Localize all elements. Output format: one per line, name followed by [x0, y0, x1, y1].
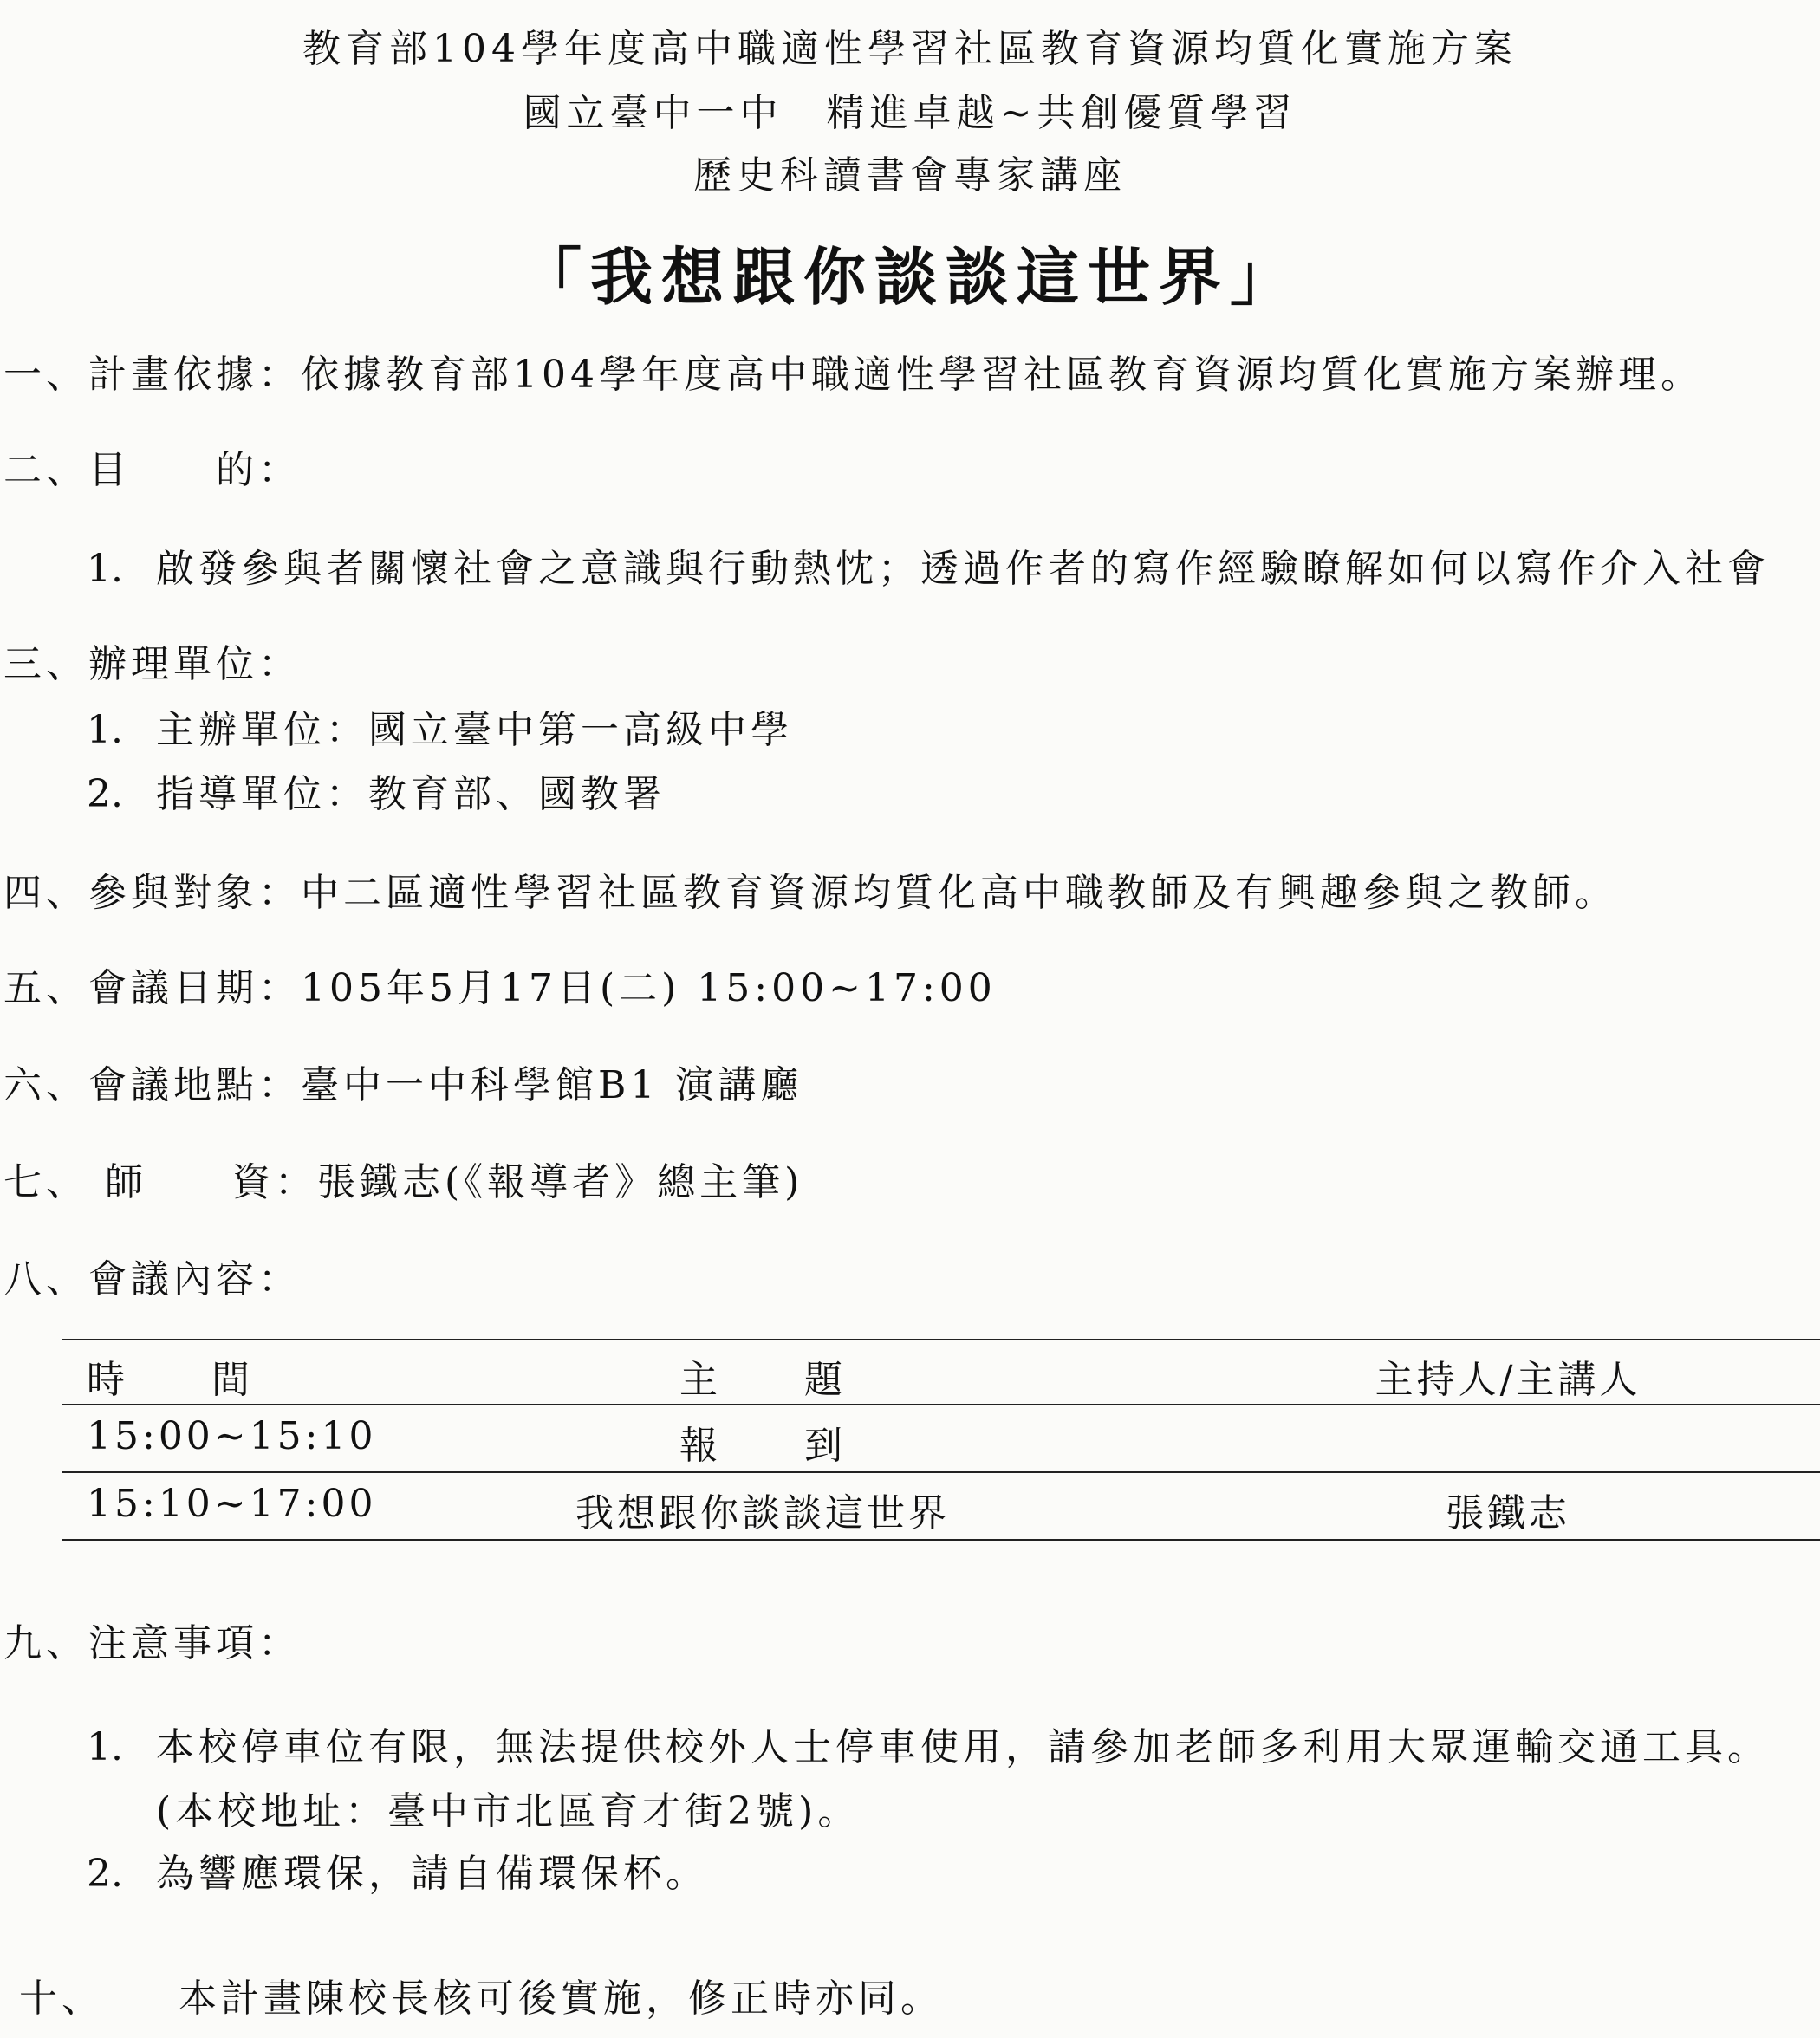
table-header-time: 時 間 [87, 1358, 253, 1402]
section-2-label: 二、目 的： [3, 448, 301, 492]
list-number: 1. [87, 1725, 123, 1769]
section-5-label: 五、會議日期： [3, 966, 301, 1010]
section-6-label: 六、會議地點： [3, 1063, 301, 1107]
table-rule-top [62, 1339, 1820, 1340]
list-text: (本校地址：臺中市北區育才街2號)。 [156, 1789, 861, 1834]
list-number: 1. [87, 708, 123, 752]
section-9-label: 九、注意事項： [3, 1621, 301, 1665]
section-6 [3, 1054, 803, 1109]
table-cell-host: 張鐵志 [1446, 1491, 1570, 1535]
table-rule-bottom [62, 1539, 1820, 1541]
section-5 [3, 957, 997, 1012]
section-1-label: 一、計畫依據： [3, 353, 301, 397]
section-2-item-1 [87, 537, 1770, 593]
list-number: 2. [87, 1852, 123, 1896]
section-4-label: 四、參與對象： [3, 871, 301, 915]
table-rule-row [62, 1471, 1820, 1473]
header-line-2: 國立臺中一中 精進卓越~共創優質學習 [523, 91, 1297, 135]
section-4-text: 中二區適性學習社區教育資源均質化高中職教師及有興趣參與之教師。 [301, 871, 1617, 915]
table-cell-time: 15:00~15:10 [87, 1414, 377, 1458]
list-text: 指導單位：教育部、國教署 [156, 772, 666, 816]
table-rule-header [62, 1404, 1820, 1405]
header-line-3: 歷史科讀書會專家講座 [693, 153, 1127, 198]
list-number: 1. [87, 547, 123, 591]
section-3-label: 三、辦理單位： [3, 642, 301, 686]
table-header-host: 主持人/主講人 [1375, 1358, 1641, 1402]
section-7-label: 七、 師 資： [3, 1160, 317, 1204]
list-text: 啟發參與者關懷社會之意識與行動熱忱；透過作者的寫作經驗瞭解如何以寫作介入社會 [156, 547, 1770, 591]
section-7-text: 張鐵志(《報導者》總主筆) [317, 1160, 804, 1204]
section-9-item-1 [87, 1716, 1770, 1771]
list-text: 為響應環保，請自備環保杯。 [156, 1852, 708, 1896]
list-number: 2. [87, 772, 123, 816]
section-4 [3, 861, 1617, 917]
section-9-item-2 [87, 1842, 708, 1898]
section-1-text: 依據教育部104學年度高中職適性學習社區教育資源均質化實施方案辦理。 [301, 353, 1703, 397]
table-cell-topic: 我想跟你談談這世界 [575, 1491, 950, 1535]
table-header-topic: 主 題 [679, 1358, 846, 1402]
section-9-item-1-continued [87, 1780, 860, 1835]
table-cell-time: 15:10~17:00 [87, 1482, 377, 1526]
section-3-item-2 [87, 763, 666, 818]
list-text: 主辦單位：國立臺中第一高級中學 [156, 708, 793, 752]
list-text: 本校停車位有限，無法提供校外人士停車使用，請參加老師多利用大眾運輸交通工具。 [156, 1725, 1770, 1769]
section-10-text: 本計畫陳校長核可後實施，修正時亦同。 [179, 1976, 943, 2021]
section-7 [3, 1151, 803, 1206]
header-line-1: 教育部104學年度高中職適性學習社區教育資源均質化實施方案 [302, 27, 1518, 71]
table-cell-topic: 報 到 [679, 1424, 846, 1468]
section-3-item-1 [87, 698, 793, 754]
section-10-label: 十、 [19, 1976, 104, 2021]
document-title: 「我想跟你談談這世界」 [518, 240, 1301, 314]
section-5-text: 105年5月17日(二) 15:00~17:00 [301, 966, 997, 1010]
section-8-label: 八、會議內容： [3, 1257, 301, 1301]
section-6-text: 臺中一中科學館B1 演講廳 [301, 1063, 803, 1107]
section-1 [3, 343, 1703, 399]
